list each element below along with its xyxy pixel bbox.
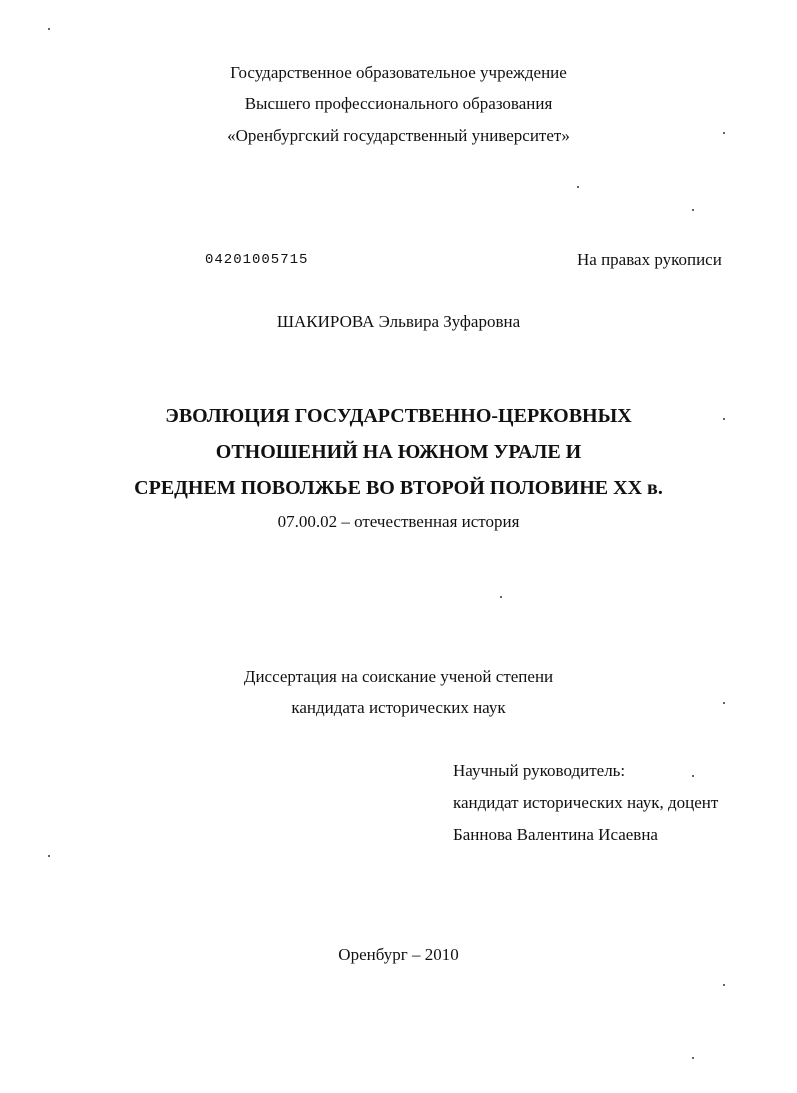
institution-line-1: Государственное образовательное учреждение xyxy=(230,63,567,82)
author-name: ШАКИРОВА Эльвира Зуфаровна xyxy=(276,312,521,331)
scan-speck xyxy=(723,418,725,420)
title-line-2: ОТНОШЕНИЙ НА ЮЖНОМ УРАЛЕ И xyxy=(215,441,582,463)
supervisor-label: Научный руководитель: xyxy=(453,761,626,780)
degree-line-2: кандидата исторических наук xyxy=(291,698,506,717)
place-year: Оренбург – 2010 xyxy=(338,945,459,964)
scan-speck xyxy=(48,855,50,857)
supervisor-name: Баннова Валентина Исаевна xyxy=(453,825,658,844)
scan-speck xyxy=(723,132,725,134)
degree-line-1: Диссертация на соискание ученой степени xyxy=(243,667,554,686)
catalog-number: 04201005715 xyxy=(205,252,309,268)
scan-speck xyxy=(723,984,725,986)
rights-notice: На правах рукописи xyxy=(577,250,722,269)
scan-speck xyxy=(48,28,50,30)
institution-line-2: Высшего профессионального образования xyxy=(244,94,553,113)
institution-line-3: «Оренбургский государственный университет» xyxy=(227,126,570,145)
specialty-code: 07.00.02 – отечественная история xyxy=(277,512,520,531)
scan-speck xyxy=(723,702,725,704)
scan-speck xyxy=(692,1057,694,1059)
scan-speck xyxy=(692,775,694,777)
scan-speck xyxy=(692,209,694,211)
title-line-3: СРЕДНЕМ ПОВОЛЖЬЕ ВО ВТОРОЙ ПОЛОВИНЕ XX в. xyxy=(134,477,663,499)
supervisor-rank: кандидат исторических наук, доцент xyxy=(453,793,719,812)
scan-speck xyxy=(577,186,579,188)
title-line-1: ЭВОЛЮЦИЯ ГОСУДАРСТВЕННО-ЦЕРКОВНЫХ xyxy=(165,405,632,427)
scan-speck xyxy=(500,596,502,598)
